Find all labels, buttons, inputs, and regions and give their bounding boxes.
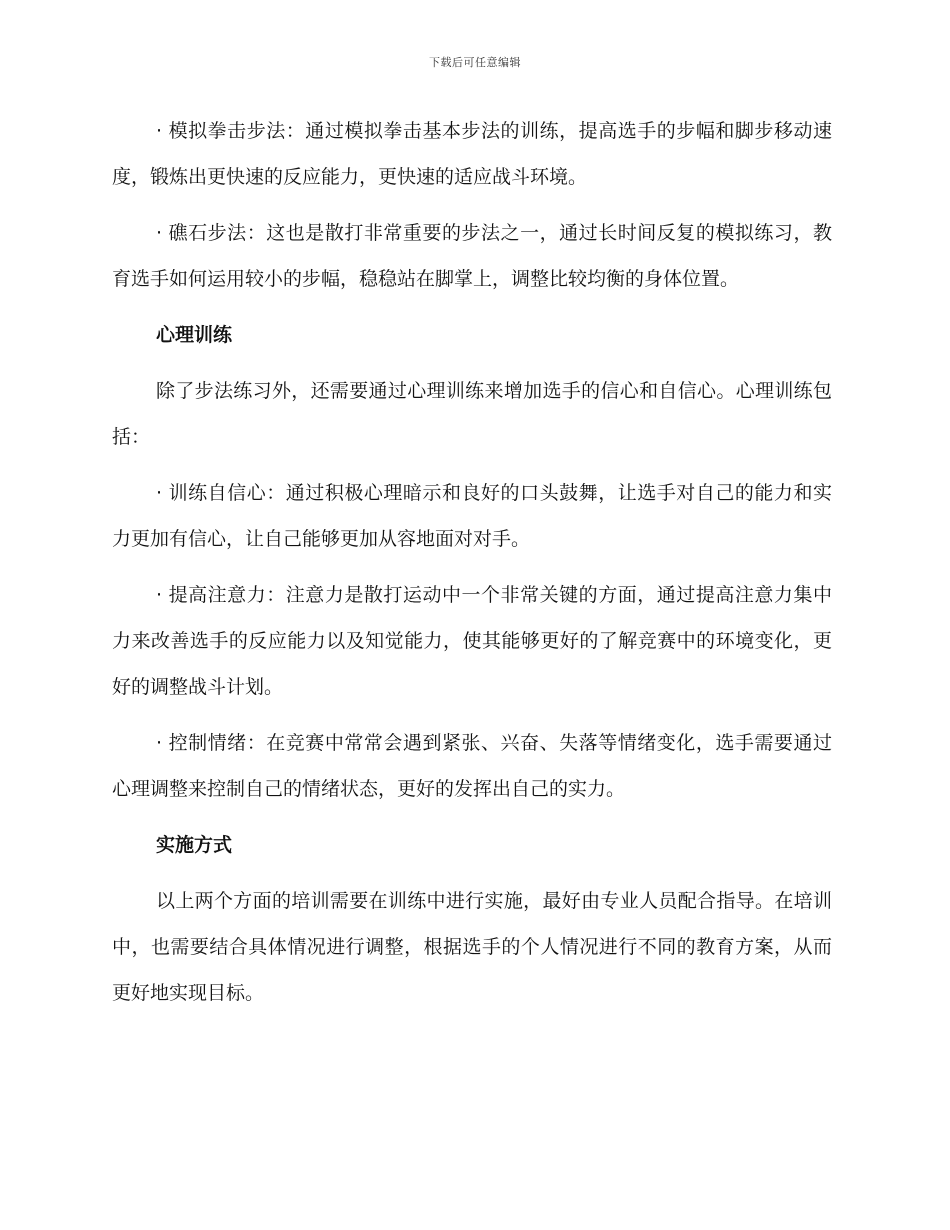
psychology-intro-paragraph: 除了步法练习外，还需要通过心理训练来增加选手的信心和自信心。心理训练包括： — [112, 380, 832, 448]
bullet-emotion-control: · 控制情绪：在竞赛中常常会遇到紧张、兴奋、失落等情绪变化，选手需要通过心理调整来控制自己的情绪状态，更好的发挥出自己的实力。 — [112, 732, 832, 800]
section-heading-implementation: 实施方式 — [156, 834, 233, 856]
bullet-attention: · 提高注意力：注意力是散打运动中一个非常关键的方面，通过提高注意力集中力来改善选手的反应能力以及知觉能力，使其能够更好的了解竞赛中的环境变化，更好的调整战斗计划。 — [112, 584, 832, 698]
bullet-boxing-footwork: · 模拟拳击步法：通过模拟拳击基本步法的训练，提高选手的步幅和脚步移动速度，锻炼出更快速的反应能力，更快速的适应战斗环境。 — [112, 120, 832, 188]
implementation-paragraph: 以上两个方面的培训需要在训练中进行实施，最好由专业人员配合指导。在培训中，也需要结合具体情况进行调整，根据选手的个人情况进行不同的教育方案，从而更好地实现目标。 — [112, 890, 832, 1004]
section-heading-psychology: 心理训练 — [156, 324, 233, 346]
document-body — [112, 108, 832, 1026]
page-header: 下载后可任意编辑 — [429, 56, 521, 69]
bullet-self-confidence: · 训练自信心：通过积极心理暗示和良好的口头鼓舞，让选手对自己的能力和实力更加有信心，让自己能够更加从容地面对对手。 — [112, 482, 832, 550]
bullet-reef-footwork: · 礁石步法：这也是散打非常重要的步法之一，通过长时间反复的模拟练习，教育选手如何运用较小的步幅，稳稳站在脚掌上，调整比较均衡的身体位置。 — [112, 222, 832, 290]
